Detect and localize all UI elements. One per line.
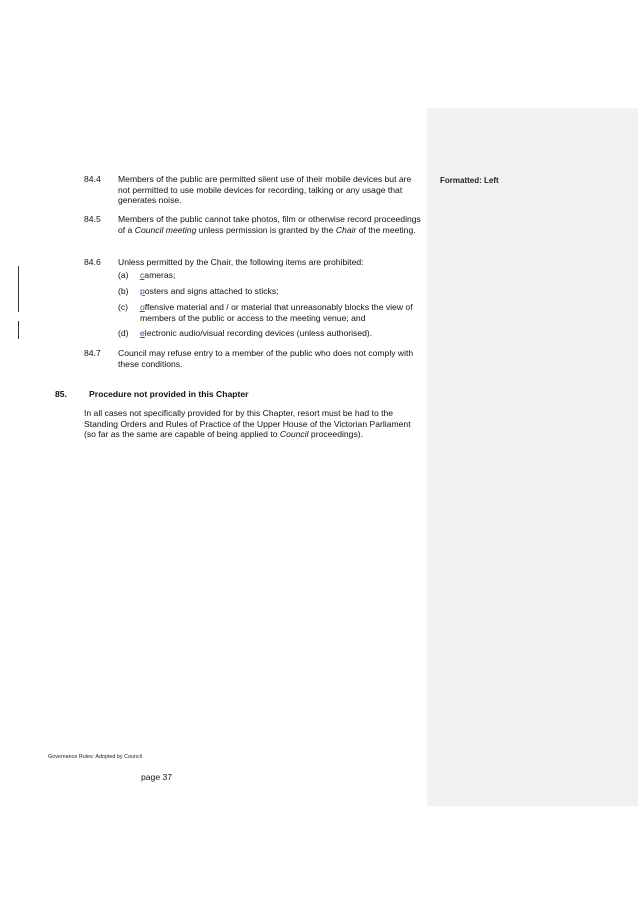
list-item-text: offensive material and / or material that unreasonably blocks the view of members of the public or access to the meeting venue; and bbox=[140, 302, 413, 323]
clause-number: 84.4 bbox=[84, 174, 101, 184]
list-item-label: (d) bbox=[118, 328, 129, 338]
change-bar bbox=[18, 321, 19, 339]
change-bar bbox=[18, 266, 19, 312]
section-body: In all cases not specifically provided for by this Chapter, resort must be had to the Standing Orders and Rules of Practice of the Upper House of the Victorian Parliament (so far as the same are capable of being applied to Council proceedings). bbox=[84, 408, 411, 440]
formatting-comment[interactable]: Formatted: Left bbox=[440, 176, 499, 185]
list-item-label: (b) bbox=[118, 286, 129, 296]
list-item-label: (c) bbox=[118, 302, 129, 312]
clause-number: 84.7 bbox=[84, 348, 101, 358]
list-item-label: (a) bbox=[118, 270, 129, 280]
footer-text: Governance Rules: Adopted by Council bbox=[48, 754, 143, 760]
list-item-text: posters and signs attached to sticks; bbox=[140, 286, 279, 296]
clause-text: Members of the public cannot take photos, film or otherwise record proceedings of a Council meeting unless permission is granted by the Chair of the meeting. bbox=[118, 214, 421, 235]
clause-text: Members of the public are permitted silent use of their mobile devices but are not permitted to use mobile devices for recording, talking or any usage that generates noise. bbox=[118, 174, 412, 206]
comment-pane bbox=[427, 108, 638, 806]
clause-text: Council may refuse entry to a member of the public who does not comply with these conditions. bbox=[118, 348, 414, 369]
list-item-text: cameras; bbox=[140, 270, 176, 280]
clause-number: 84.5 bbox=[84, 214, 101, 224]
section-title: Procedure not provided in this Chapter bbox=[89, 389, 249, 399]
clause-number: 84.6 bbox=[84, 257, 101, 267]
page-number: page 37 bbox=[141, 772, 173, 782]
list-item-text: electronic audio/visual recording devices (unless authorised). bbox=[140, 328, 373, 338]
section-number: 85. bbox=[55, 389, 67, 399]
clause-text: Unless permitted by the Chair, the following items are prohibited: bbox=[118, 257, 364, 267]
